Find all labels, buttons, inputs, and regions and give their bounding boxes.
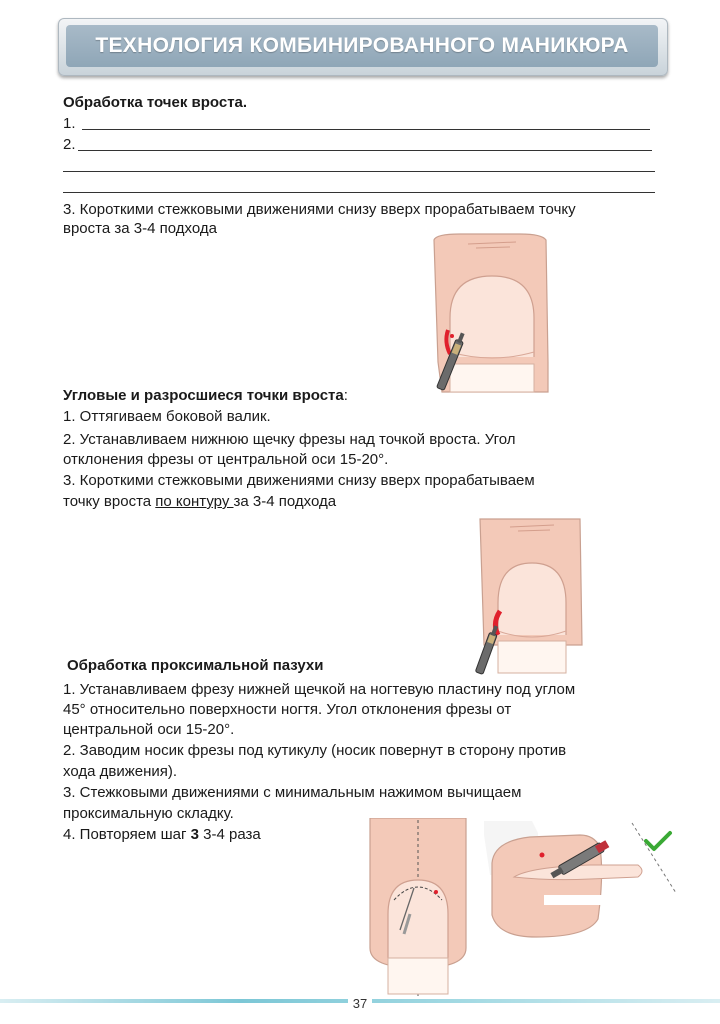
header-banner [66,25,658,67]
section-3-line-5: хода движения). [63,763,178,780]
section-2-underlined-text: по контуру [155,493,234,510]
page-number: 37 [348,996,372,1011]
section-3-line-2: 45° относительно поверхности ногтя. Угол отклонения фрезы от [63,701,512,718]
section-3-line-1: 1. Устанавливаем фрезу нижней щечкой на ногтевую пластину под углом [63,681,576,698]
section-2-line-5-part-1: точку вроста [63,493,156,510]
illustration-proximal-fold-top-view [362,818,474,998]
section-2-line-3: отклонения фрезы от центральной оси 15-20°. [63,451,389,468]
illustration-corner-growth-point [470,515,590,675]
blank-line-3 [63,171,655,172]
section-2-line-2: 2. Устанавливаем нижнюю щечку фрезы над точкой вроста. Угол [63,431,516,448]
section-3-line-6: 3. Стежковыми движениями с минимальным нажимом вычищаем [63,784,522,801]
illustration-proximal-fold-side-view [470,815,690,955]
section-1-title: Обработка точек вроста. [63,94,248,111]
section-2-line-5-part-2: за 3-4 подхода [233,493,337,510]
section-3-line-8-part-1: 4. Повторяем шаг [63,826,191,843]
section-3-step-ref: 3 [190,826,199,843]
section-3-line-4: 2. Заводим носик фрезы под кутикулу (носик повернут в сторону против [63,742,567,759]
section-2-line-5 [63,492,336,512]
section-2-line-4: 3. Короткими стежковыми движениями снизу вверх прорабатываем [63,472,535,489]
checkmark-icon [646,833,670,849]
section-3-title: Обработка проксимальной пазухи [67,657,324,674]
section-2-line-1: 1. Оттягиваем боковой валик. [63,408,271,425]
section-2-title-text: Угловые и разросшиеся точки вроста [63,387,344,404]
blank-line-1 [82,129,650,130]
section-1-step-3-line-1: 3. Короткими стежковыми движениями снизу вверх прорабатываем точку [63,201,576,218]
section-3-line-3: центральной оси 15-20°. [63,721,235,738]
section-1-step-3-line-2: вроста за 3-4 подхода [63,220,217,237]
section-1-step-1-number: 1. [63,115,76,132]
section-2-title-colon: : [343,387,348,404]
section-3-line-8-part-2: 3-4 раза [198,826,261,843]
blank-line-4 [63,192,655,193]
section-3-line-7: проксимальную складку. [63,805,234,822]
illustration-lateral-growth-point [420,232,560,402]
section-2-title [63,386,348,406]
page-title: ТЕХНОЛОГИЯ КОМБИНИРОВАННОГО МАНИКЮРА [95,34,629,57]
blank-line-2 [78,150,652,151]
section-3-line-8 [63,825,261,845]
section-1-step-2-number: 2. [63,136,76,153]
